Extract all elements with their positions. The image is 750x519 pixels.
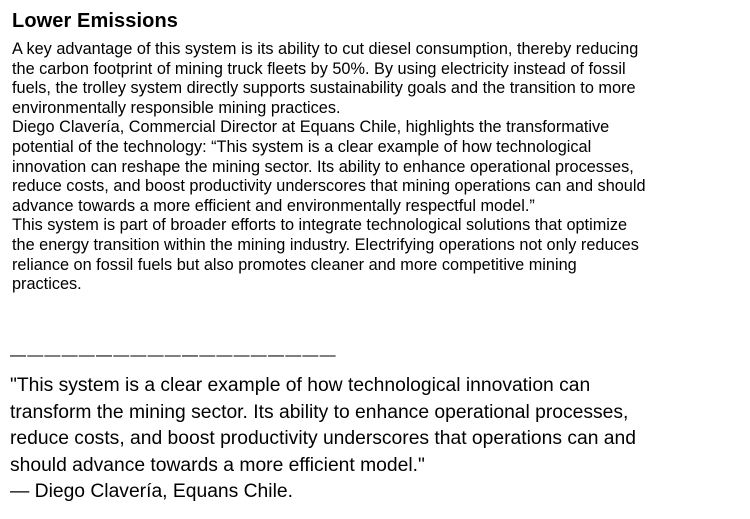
paragraph-line: the carbon footprint of mining truck fleets by 50%. By using electricity instead of fossil	[12, 59, 626, 78]
paragraph-line: the energy transition within the mining industry. Electrifying operations not only reduces	[12, 235, 639, 254]
paragraph-line: fuels, the trolley system directly supports sustainability goals and the transition to more	[12, 79, 636, 98]
paragraph-line: advance towards a more efficient and environmentally respectful model.”	[12, 196, 535, 215]
paragraph-quote-intro	[12, 118, 746, 216]
paragraph-line: environmentally responsible mining practices.	[12, 98, 341, 117]
section-heading: Lower Emissions	[12, 10, 178, 32]
paragraph-broader-efforts	[12, 216, 746, 294]
paragraph-line: innovation can reshape the mining sector. Its ability to enhance operational processes,	[12, 157, 634, 176]
paragraph-emissions	[12, 40, 746, 118]
paragraph-line: potential of the technology: “This system is a clear example of how technological	[12, 137, 592, 156]
pull-quote-line: reduce costs, and boost productivity underscores that operations can and	[10, 428, 636, 450]
paragraph-line: Diego Clavería, Commercial Director at Equans Chile, highlights the transformative	[12, 118, 610, 137]
paragraph-line: reliance on fossil fuels but also promotes cleaner and more competitive mining	[12, 255, 577, 274]
pull-quote-line: "This system is a clear example of how technological innovation can	[10, 375, 591, 396]
paragraph-line: A key advantage of this system is its ability to cut diesel consumption, thereby reducing	[12, 40, 639, 58]
pull-quote-line: should advance towards a more efficient model."	[10, 454, 425, 476]
paragraph-line: This system is part of broader efforts to integrate technological solutions that optimize	[12, 216, 628, 235]
paragraph-line: practices.	[12, 275, 82, 294]
paragraph-line: reduce costs, and boost productivity underscores that mining operations can and should	[12, 177, 646, 196]
section-divider: ———————————————————	[10, 347, 337, 364]
pull-quote	[10, 373, 636, 506]
pull-quote-attribution: — Diego Clavería, Equans Chile.	[10, 481, 293, 503]
article	[12, 8, 746, 295]
pull-quote-line: transform the mining sector. Its ability to enhance operational processes,	[10, 401, 629, 423]
